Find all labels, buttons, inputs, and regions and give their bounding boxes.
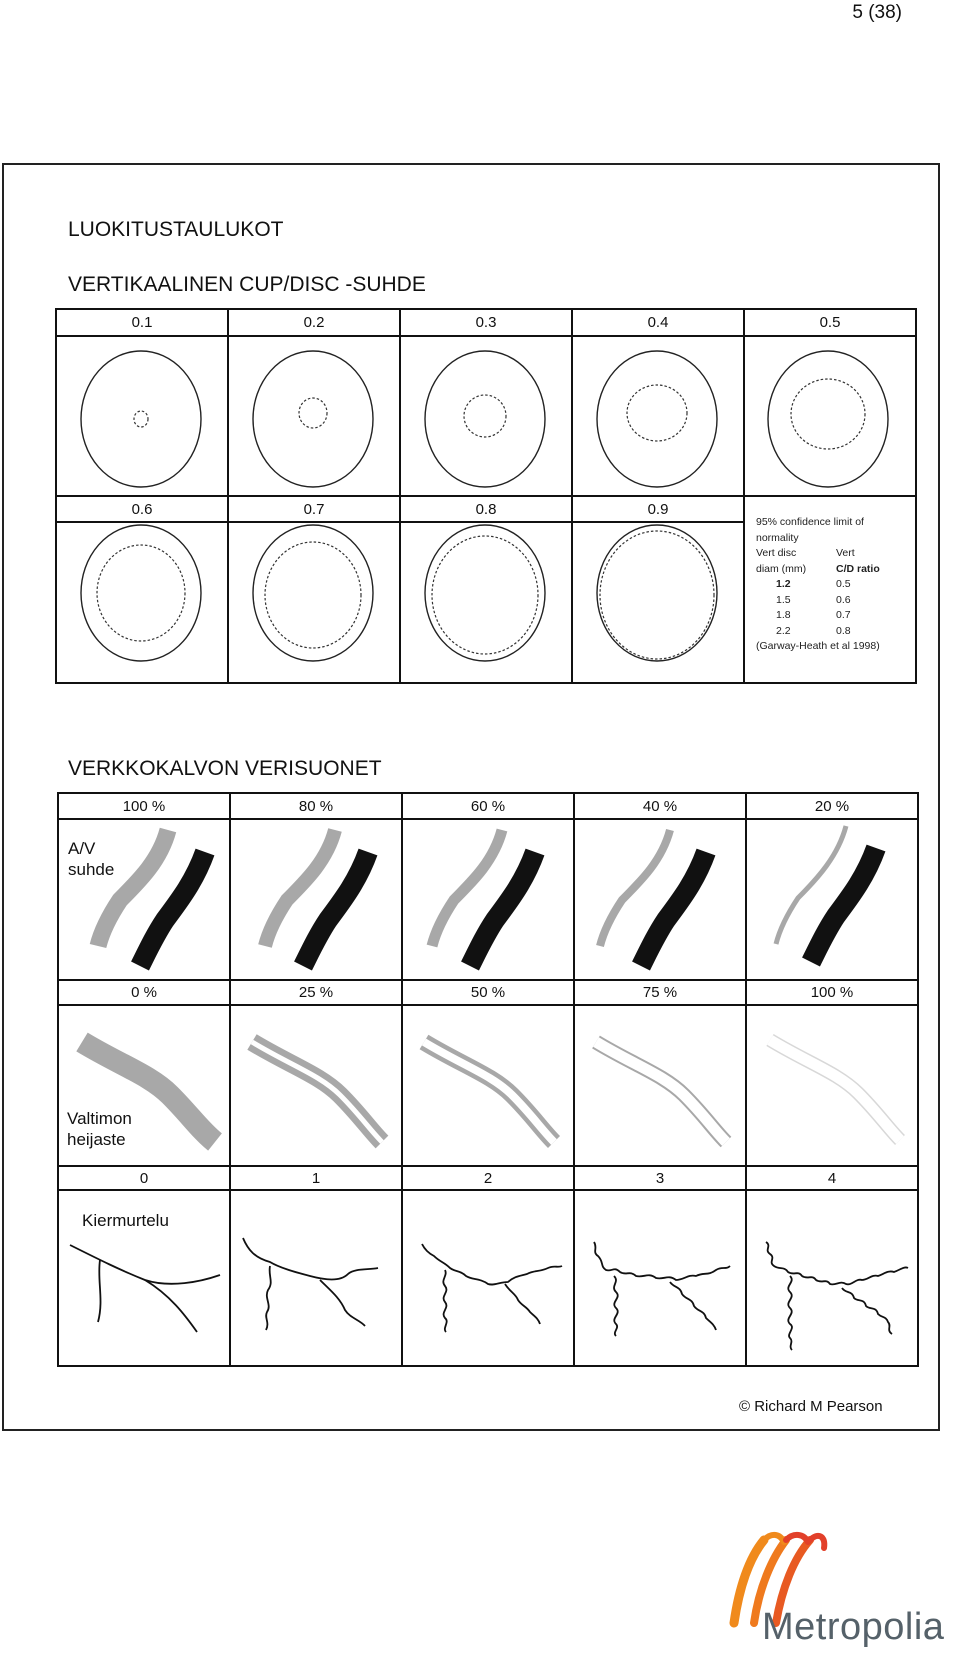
note-line: 95% confidence limit of <box>756 516 864 528</box>
tortuosity-grade-2 <box>422 1244 562 1332</box>
ratio-label: 0.8 <box>401 497 573 523</box>
tortuosity-grade-label: 1 <box>231 1167 403 1191</box>
note-source: (Garway-Heath et al 1998) <box>756 640 880 652</box>
artery-path <box>811 848 876 962</box>
note-col2-head: Vert <box>836 547 855 559</box>
av-ratio-label-line: A/V <box>68 839 96 858</box>
tortuosity-grade-3 <box>594 1242 730 1336</box>
ratio-label: 0.1 <box>57 310 229 337</box>
note-col1-head: Vert disc <box>756 547 797 559</box>
ratio-label: 0.2 <box>229 310 401 337</box>
reflex-level-label: 75 % <box>575 981 747 1006</box>
ratio-label: 0.7 <box>229 497 401 523</box>
tortuosity-grade-label: 4 <box>747 1167 917 1191</box>
cd-section-heading: VERTIKAALINEN CUP/DISC -SUHDE <box>68 273 426 296</box>
copyright: © Richard M Pearson <box>739 1398 883 1415</box>
tortuosity-grade-label: 2 <box>403 1167 575 1191</box>
tortuosity-grade-0 <box>70 1245 220 1332</box>
av-level-label: 40 % <box>575 794 747 820</box>
av-ratio-label-line: suhde <box>68 860 115 879</box>
av-level-label: 100 % <box>59 794 231 820</box>
tortuosity-grade-4 <box>766 1242 908 1350</box>
tortuosity-grade-1 <box>243 1238 378 1330</box>
tortuosity-grade-label: 3 <box>575 1167 747 1191</box>
note-diam: 2.2 <box>776 624 791 637</box>
reflex-level-label: 0 % <box>59 981 231 1006</box>
figure-title: LUOKITUSTAULUKOT <box>68 218 284 241</box>
ratio-label: 0.5 <box>745 310 915 337</box>
reflex-vessel <box>252 1042 382 1142</box>
ratio-label: 0.6 <box>57 497 229 523</box>
vessel-section-heading: VERKKOKALVON VERISUONET <box>68 757 382 780</box>
reflex-level-label: 50 % <box>403 981 575 1006</box>
av-ratio-label <box>68 838 114 880</box>
reflex-level-label: 25 % <box>231 981 403 1006</box>
note-col1-head: diam (mm) <box>756 562 807 575</box>
reflex-label-line: Valtimon <box>67 1109 132 1128</box>
note-ratio: 0.5 <box>836 578 851 590</box>
note-ratio: 0.6 <box>836 593 851 606</box>
ratio-label: 0.4 <box>573 310 745 337</box>
note-ratio: 0.7 <box>836 609 851 621</box>
metropolia-logo-text: Metropolia <box>762 1606 945 1648</box>
reflex-stripe <box>596 1042 726 1142</box>
note-diam: 1.8 <box>776 609 791 621</box>
reflex-label-line: heijaste <box>67 1130 126 1149</box>
tortuosity-label: Kiermurtelu <box>82 1211 169 1230</box>
av-level-label: 60 % <box>403 794 575 820</box>
ratio-label: 0.9 <box>573 497 745 523</box>
reflex-level-label: 100 % <box>747 981 917 1006</box>
av-level-label: 80 % <box>231 794 403 820</box>
reflex-label <box>67 1108 132 1150</box>
note-diam: 1.2 <box>776 578 791 590</box>
reflex-stripe <box>770 1040 900 1140</box>
note-diam: 1.5 <box>776 593 791 606</box>
av-level-label: 20 % <box>747 794 917 820</box>
tortuosity-grade-label: 0 <box>59 1167 231 1191</box>
note-ratio: 0.8 <box>836 624 851 637</box>
note-line: normality <box>756 531 799 544</box>
page-number: 5 (38) <box>852 2 902 23</box>
ratio-label: 0.3 <box>401 310 573 337</box>
note-col2-head: C/D ratio <box>836 562 880 575</box>
